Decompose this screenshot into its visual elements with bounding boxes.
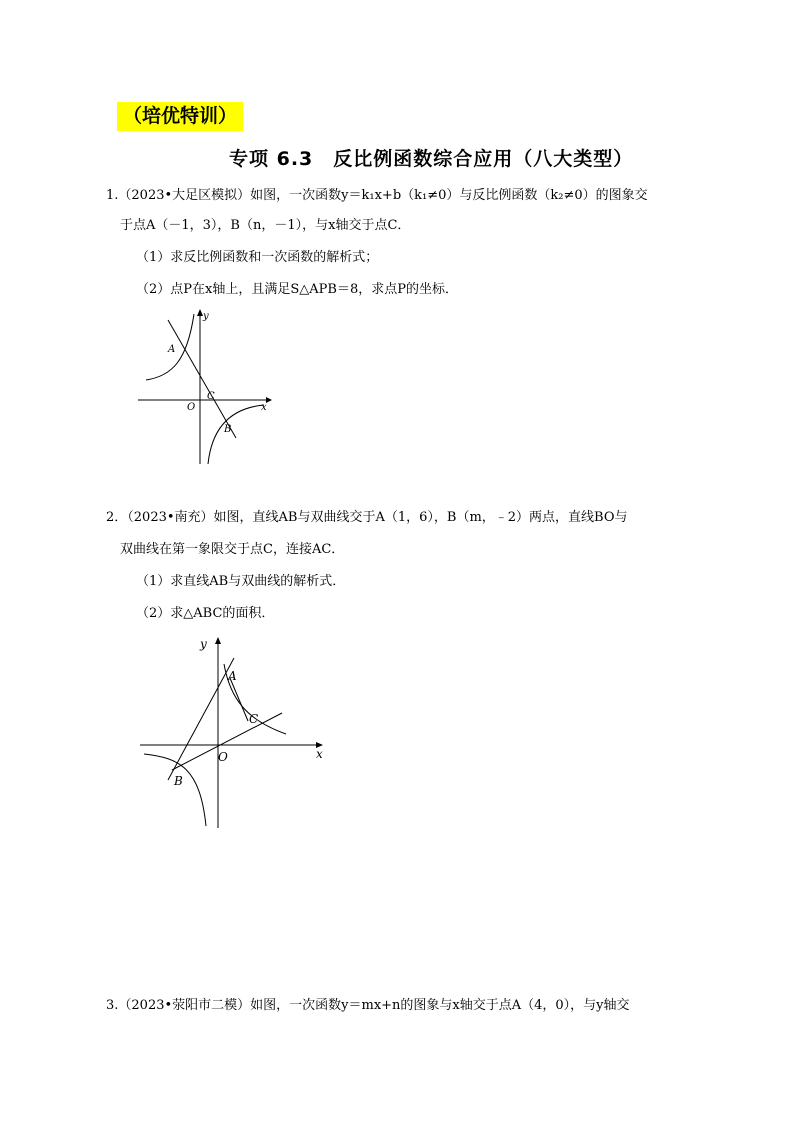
- q2-segment-ac: [230, 678, 248, 721]
- q1-figure: [132, 306, 282, 468]
- q1-label-b: B: [224, 424, 232, 435]
- q2-y-arrow: [215, 637, 221, 644]
- q1-line-ab: [168, 320, 236, 438]
- page-title: 专项 6.3 反比例函数综合应用（八大类型）: [229, 148, 634, 170]
- q2-label-x: x: [316, 747, 323, 761]
- q1-x-arrow: [266, 397, 272, 403]
- q1-label-x: x: [261, 402, 267, 413]
- q2-figure: [136, 628, 336, 830]
- q1-line1: 1.（2023•大足区模拟）如图，一次函数y＝k₁x+b（k₁≠0）与反比例函数（k₂≠0）的图象交: [106, 188, 648, 203]
- q2-label-o: O: [218, 750, 228, 764]
- q2-label-b: B: [174, 774, 183, 788]
- q1-line2: 于点A（－1，3），B（n，－1），与x轴交于点C．: [120, 218, 411, 233]
- q2-sub2: （2）求△ABC的面积．: [136, 606, 275, 621]
- q2-line1: 2．（2023•南充）如图，直线AB与双曲线交于A（1，6），B（m，﹣2）两点，直线BO与: [106, 510, 628, 525]
- q1-sub2: （2）点P在x轴上，且满足S△APB＝8，求点P的坐标．: [136, 282, 458, 297]
- q1-label-a: A: [168, 344, 176, 355]
- q2-label-c: C: [249, 712, 259, 726]
- section-tag: （培优特训）: [117, 102, 243, 131]
- q1-label-y: y: [203, 311, 209, 322]
- q2-label-y: y: [200, 637, 207, 651]
- q2-sub1: （1）求直线AB与双曲线的解析式．: [136, 574, 346, 589]
- q1-sub1: （1）求反比例函数和一次函数的解析式；: [136, 250, 379, 265]
- q1-label-o: O: [187, 402, 196, 413]
- q2-line2: 双曲线在第一象限交于点C，连接AC．: [120, 542, 345, 557]
- q1-label-c: C: [207, 391, 215, 402]
- q1-hyperbola-lower: [208, 405, 264, 464]
- q2-label-a: A: [228, 669, 237, 683]
- q3-line1: 3.（2023•荥阳市二模）如图，一次函数y＝mx+n的图象与x轴交于点A（4，0），与y轴交: [106, 998, 630, 1013]
- q2-hyperbola-lower: [144, 754, 206, 826]
